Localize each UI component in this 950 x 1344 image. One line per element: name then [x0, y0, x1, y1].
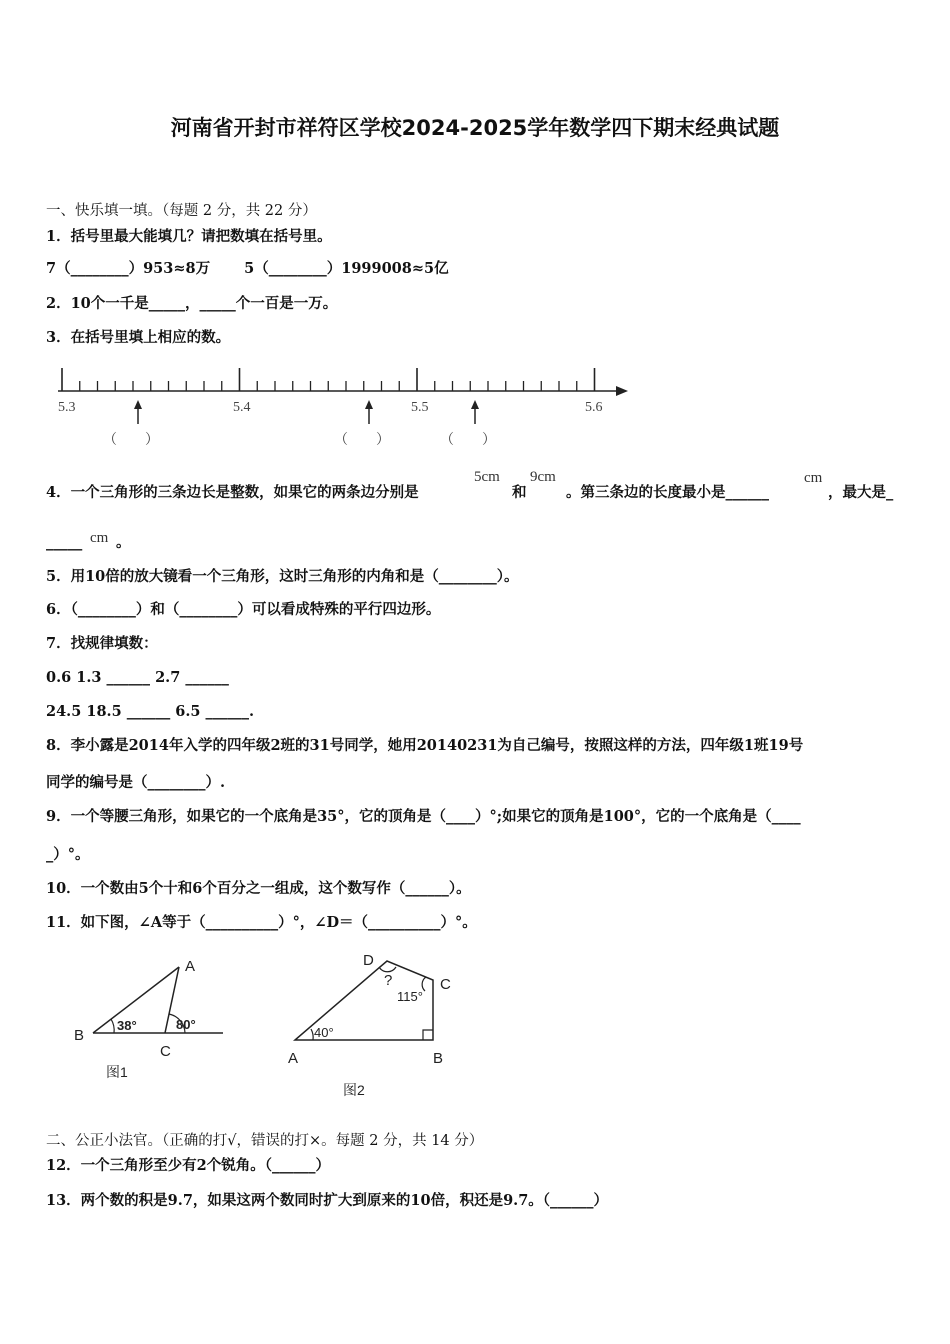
q6-text: 6．（________）和（________）可以看成特殊的平行四边形。: [46, 601, 441, 618]
number-line-ticks: [62, 368, 595, 391]
q8-line-1: 8．李小露是2014年入学的四年级2班的31号同学，她用20140231为自己编号，按照这样的方法，四年级1班19号: [46, 737, 804, 754]
fig2-right-angle-mark: [423, 1030, 433, 1040]
q1-line: 7（________）953≈8万 5（________）1999008≈5亿: [46, 260, 449, 277]
fig1-caption: 图1: [106, 1064, 128, 1080]
q3-text: 3．在括号里填上相应的数。: [46, 329, 231, 346]
number-line-figure: [50, 360, 640, 455]
q4-unit-cm: cm: [804, 470, 823, 486]
up-arrow-icon: [471, 400, 479, 424]
fig1-label-B: B: [74, 1027, 85, 1044]
up-arrow-icon: [365, 400, 373, 424]
q4-and-word: 和: [512, 484, 527, 501]
fig2-angle-C: 115°: [397, 989, 423, 1004]
q10-text: 10．一个数由5个十和6个百分之一组成，这个数写作（______）。: [46, 880, 471, 897]
q7-sequence-1: 0.6 1.3 ______ 2.7 ______: [46, 669, 229, 686]
fig1-angle-C: 80°: [176, 1017, 196, 1032]
up-arrow-icon: [134, 400, 142, 424]
q2-text: 2．10个一千是_____，_____个一百是一万。: [46, 295, 338, 312]
figure-1: [68, 950, 233, 1085]
fig1-label-C: C: [160, 1043, 171, 1060]
q5-text: 5．用10倍的放大镜看一个三角形，这时三角形的内角和是（________）。: [46, 568, 519, 585]
fig2-angle-D: ?: [384, 972, 393, 989]
q1-text: 1．括号里最大能填几？请把数填在括号里。: [46, 228, 332, 245]
q4-part4: _____: [46, 534, 83, 551]
fig2-angle-arc-A: [311, 1029, 313, 1040]
section1-heading: 一、快乐填一填。（每题 2 分，共 22 分）: [46, 203, 317, 219]
q8-line-2: 同学的编号是（________）.: [46, 774, 226, 791]
fig1-angle-B: 38°: [117, 1018, 137, 1033]
q13-text: 13．两个数的积是9.7，如果这两个数同时扩大到原来的10倍，积还是9.7。（______）: [46, 1192, 609, 1209]
q4-part3: ，最大是_: [828, 484, 894, 501]
q4-part5: 。: [116, 534, 131, 551]
q4-unit-9cm: 9cm: [530, 469, 556, 485]
q4-unit-5cm: 5cm: [474, 469, 500, 485]
number-line-blank: （ ）: [440, 433, 496, 448]
number-line-label-5.5: 5.5: [411, 400, 429, 415]
q4-part2: 。第三条边的长度最小是______: [566, 484, 769, 501]
number-line-label-5.4: 5.4: [233, 400, 251, 415]
fig2-label-B: B: [433, 1050, 444, 1067]
q9-line-1: 9．一个等腰三角形，如果它的一个底角是35°，它的顶角是（____）°;如果它的顶角是100°，它的一个底角是（____: [46, 808, 801, 825]
number-line-label-5.6: 5.6: [585, 400, 603, 415]
number-line-blank: （ ）: [334, 433, 390, 448]
fig2-label-C: C: [440, 976, 451, 993]
q4-unit-cm-2: cm: [90, 530, 109, 546]
q9-line-2: _）°。: [46, 846, 90, 863]
number-line-blank: （ ）: [103, 433, 159, 448]
q7-sequence-2: 24.5 18.5 ______ 6.5 ______.: [46, 703, 255, 720]
page-title: 河南省开封市祥符区学校2024-2025学年数学四下期末经典试题: [170, 116, 780, 140]
number-line-label-5.3: 5.3: [58, 400, 76, 415]
fig1-label-A: A: [185, 958, 196, 975]
fig2-label-A: A: [288, 1050, 299, 1067]
q12-text: 12．一个三角形至少有2个锐角。（______）: [46, 1157, 331, 1174]
section2-heading: 二、公正小法官。（正确的打√，错误的打×。每题 2 分，共 14 分）: [46, 1133, 484, 1149]
q7-text: 7．找规律填数：: [46, 635, 158, 652]
q11-text: 11．如下图，∠A等于（__________）°，∠D＝（__________）°。: [46, 914, 477, 931]
figure-2: [280, 945, 470, 1100]
fig1-angle-arc-B: [111, 1019, 114, 1033]
arrow-head-icon: [616, 386, 628, 396]
q4-part1: 4．一个三角形的三条边长是整数，如果它的两条边分别是: [46, 484, 419, 501]
fig2-caption: 图2: [343, 1082, 365, 1098]
fig2-angle-A: 40°: [314, 1025, 334, 1040]
fig2-label-D: D: [363, 952, 374, 969]
